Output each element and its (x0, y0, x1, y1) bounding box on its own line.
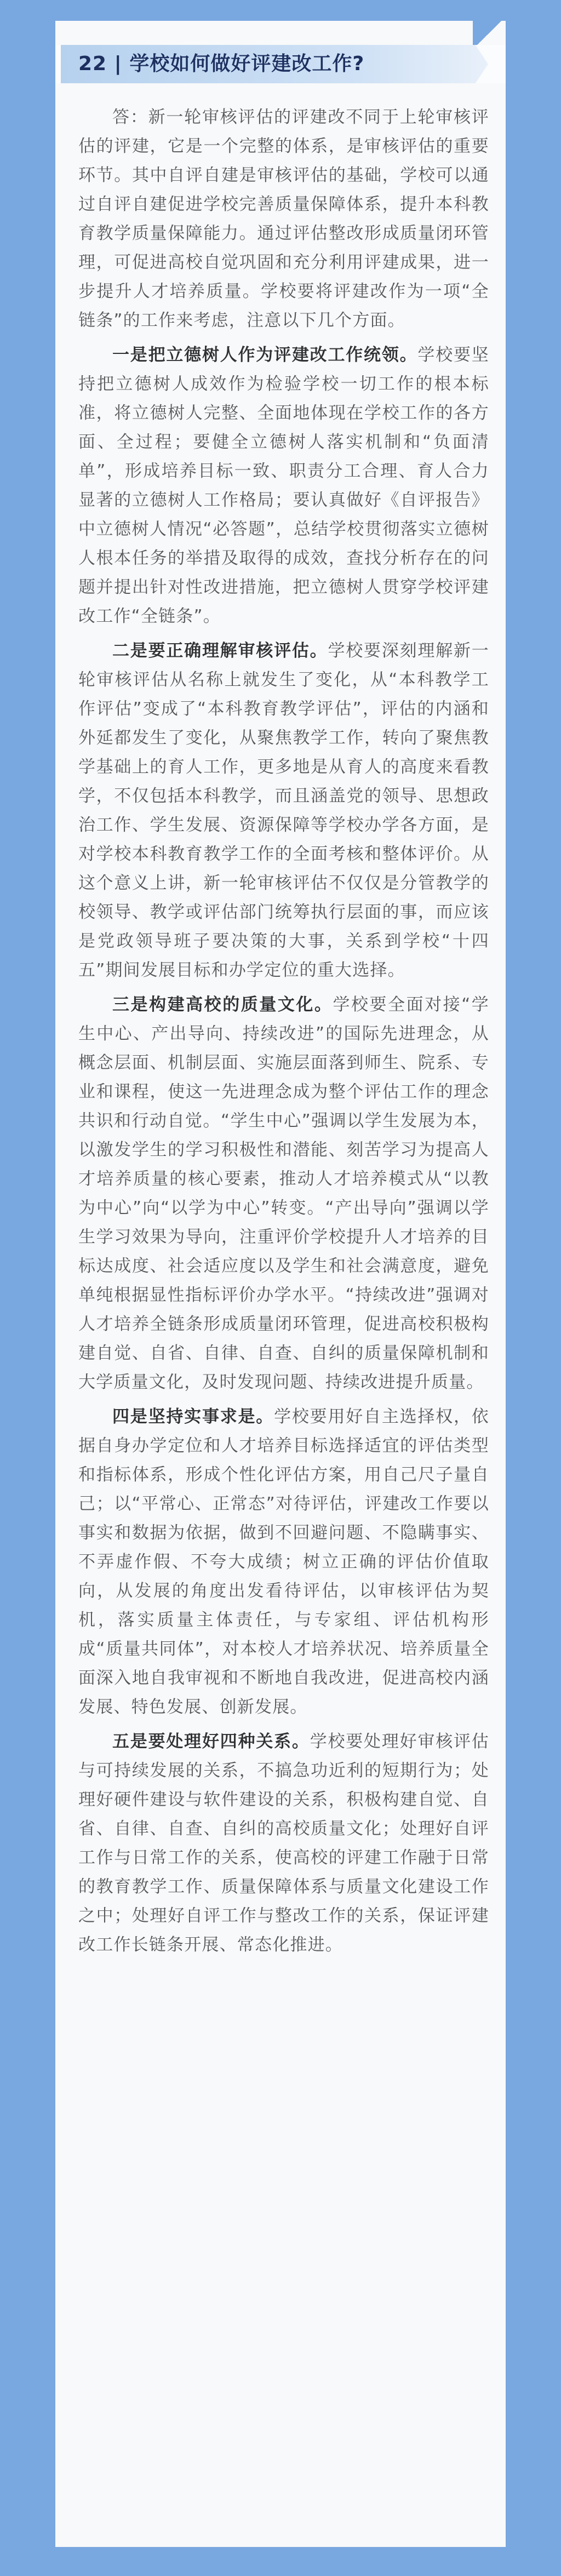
paragraph-lead: 一是把立德树人作为评建改工作统领。 (112, 345, 418, 365)
title-separator: | (107, 53, 130, 75)
paragraph-text: 学校要深刻理解新一轮审核评估从名称上就发生了变化，从“本科教学工作评估”变成了“本科教育教学评估”，评估的内涵和外延都发生了变化，从聚焦教学工作，转向了聚焦教学基础上的育人工作，更多地是从育人的高度来看教学，不仅包括本科教学，而且涵盖党的领导、思想政治工作、学生发展、资源保障等学校办学各方面，是对学校本科教育教学工作的全面考核和整体评价。从这个意义上讲，新一轮审核评估不仅仅是分管教学的校领导、教学或评估部门统筹执行层面的事，而应该是党政领导班子要决策的大事，关系到学校“十四五”期间发展目标和办学定位的重大选择。 (78, 641, 489, 980)
paragraph-text: 学校要处理好审核评估与可持续发展的关系，不搞急功近利的短期行为；处理好硬件建设与软件建设的关系，积极构建自觉、自省、自律、自查、自纠的高校质量文化；处理好自评工作与日常工作的关系，使高校的评建工作融于日常的教育教学工作、质量保障体系与质量文化建设工作之中；处理好自评工作与整改工作的关系，保证评建改工作长链条开展、常态化推进。 (78, 1732, 489, 1955)
paragraph-text: 学校要全面对接“学生中心、产出导向、持续改进”的国际先进理念，从概念层面、机制层面、实施层面落到师生、院系、专业和课程，使这一先进理念成为整个评估工作的理念共识和行动自觉。“学生中心”强调以学生发展为本，以激发学生的学习积极性和潜能、刻苦学习为提高人才培养质量的核心要素，推动人才培养模式从“以教为中心”向“以学为中心”转变。“产出导向”强调以学生学习效果为导向，注重评价学校提升人才培养的目标达成度、社会适应度以及学生和社会满意度，避免单纯根据显性指标评价办学水平。“持续改进”强调对人才培养全链条形成质量闭环管理，促进高校积极构建自觉、自省、自律、自查、自纠的质量保障机制和大学质量文化，及时发现问题、持续改进提升质量。 (78, 995, 490, 1392)
paragraph-text: 学校要用好自主选择权，依据自身办学定位和人才培养目标选择适宜的评估类型和指标体系，形成个性化评估方案，用自己尺子量自己；以“平常心、正常态”对待评估，评建改工作要以事实和数据为依据，做到不回避问题、不隐瞒事实、不弄虚作假、不夸大成绩；树立正确的评估价值取向，从发展的角度出发看待评估，以审核评估为契机，落实质量主体责任，与专家组、评估机构形成“质量共同体”，对本校人才培养状况、培养质量全面深入地自我审视和不断地自我改进，促进高校内涵发展、特色发展、创新发展。 (78, 1407, 489, 1717)
question-text: 学校如何做好评建改工作? (129, 53, 365, 75)
answer-paragraph-4 (78, 1403, 489, 1722)
paragraph-text: 学校要坚持把立德树人成效作为检验学校一切工作的根本标准，将立德树人完整、全面地体现在学校工作的各方面、全过程；要健全立德树人落实机制和“负面清单”，形成培养目标一致、职责分工合理、育人合力显著的立德树人工作格局；要认真做好《自评报告》中立德树人情况“必答题”，总结学校贯彻落实立德树人根本任务的举措及取得的成效，查找分析存在的问题并提出针对性改进措施，把立德树人贯穿学校评建改工作“全链条”。 (78, 345, 489, 626)
corner-decoration (473, 21, 506, 45)
question-heading-bar (55, 45, 506, 83)
answer-paragraph-2 (78, 637, 489, 985)
question-number: 22 (78, 53, 107, 75)
answer-paragraph-3 (78, 991, 489, 1397)
question-title (78, 49, 364, 79)
qa-card (55, 21, 506, 2547)
paragraph-lead: 四是坚持实事求是。 (112, 1407, 274, 1427)
paragraph-lead: 五是要处理好四种关系。 (112, 1732, 310, 1751)
answer-paragraph-5 (78, 1727, 489, 1960)
answer-paragraph-intro: 答：新一轮审核评估的评建改不同于上轮审核评估的评建，它是一个完整的体系，是审核评估的重要环节。其中自评自建是审核评估的基础，学校可以通过自评自建促进学校完善质量保障体系，提升本科教育教学质量保障能力。通过评估整改形成质量闭环管理，可促进高校自觉巩固和充分利用评建成果，进一步提升人才培养质量。学校要将评建改作为一项“全链条”的工作来考虑，注意以下几个方面。 (78, 107, 489, 330)
paragraph-lead: 三是构建高校的质量文化。 (112, 995, 333, 1015)
answer-body (78, 103, 489, 1965)
paragraph-lead: 二是要正确理解审核评估。 (112, 641, 328, 661)
answer-paragraph-1 (78, 341, 489, 631)
